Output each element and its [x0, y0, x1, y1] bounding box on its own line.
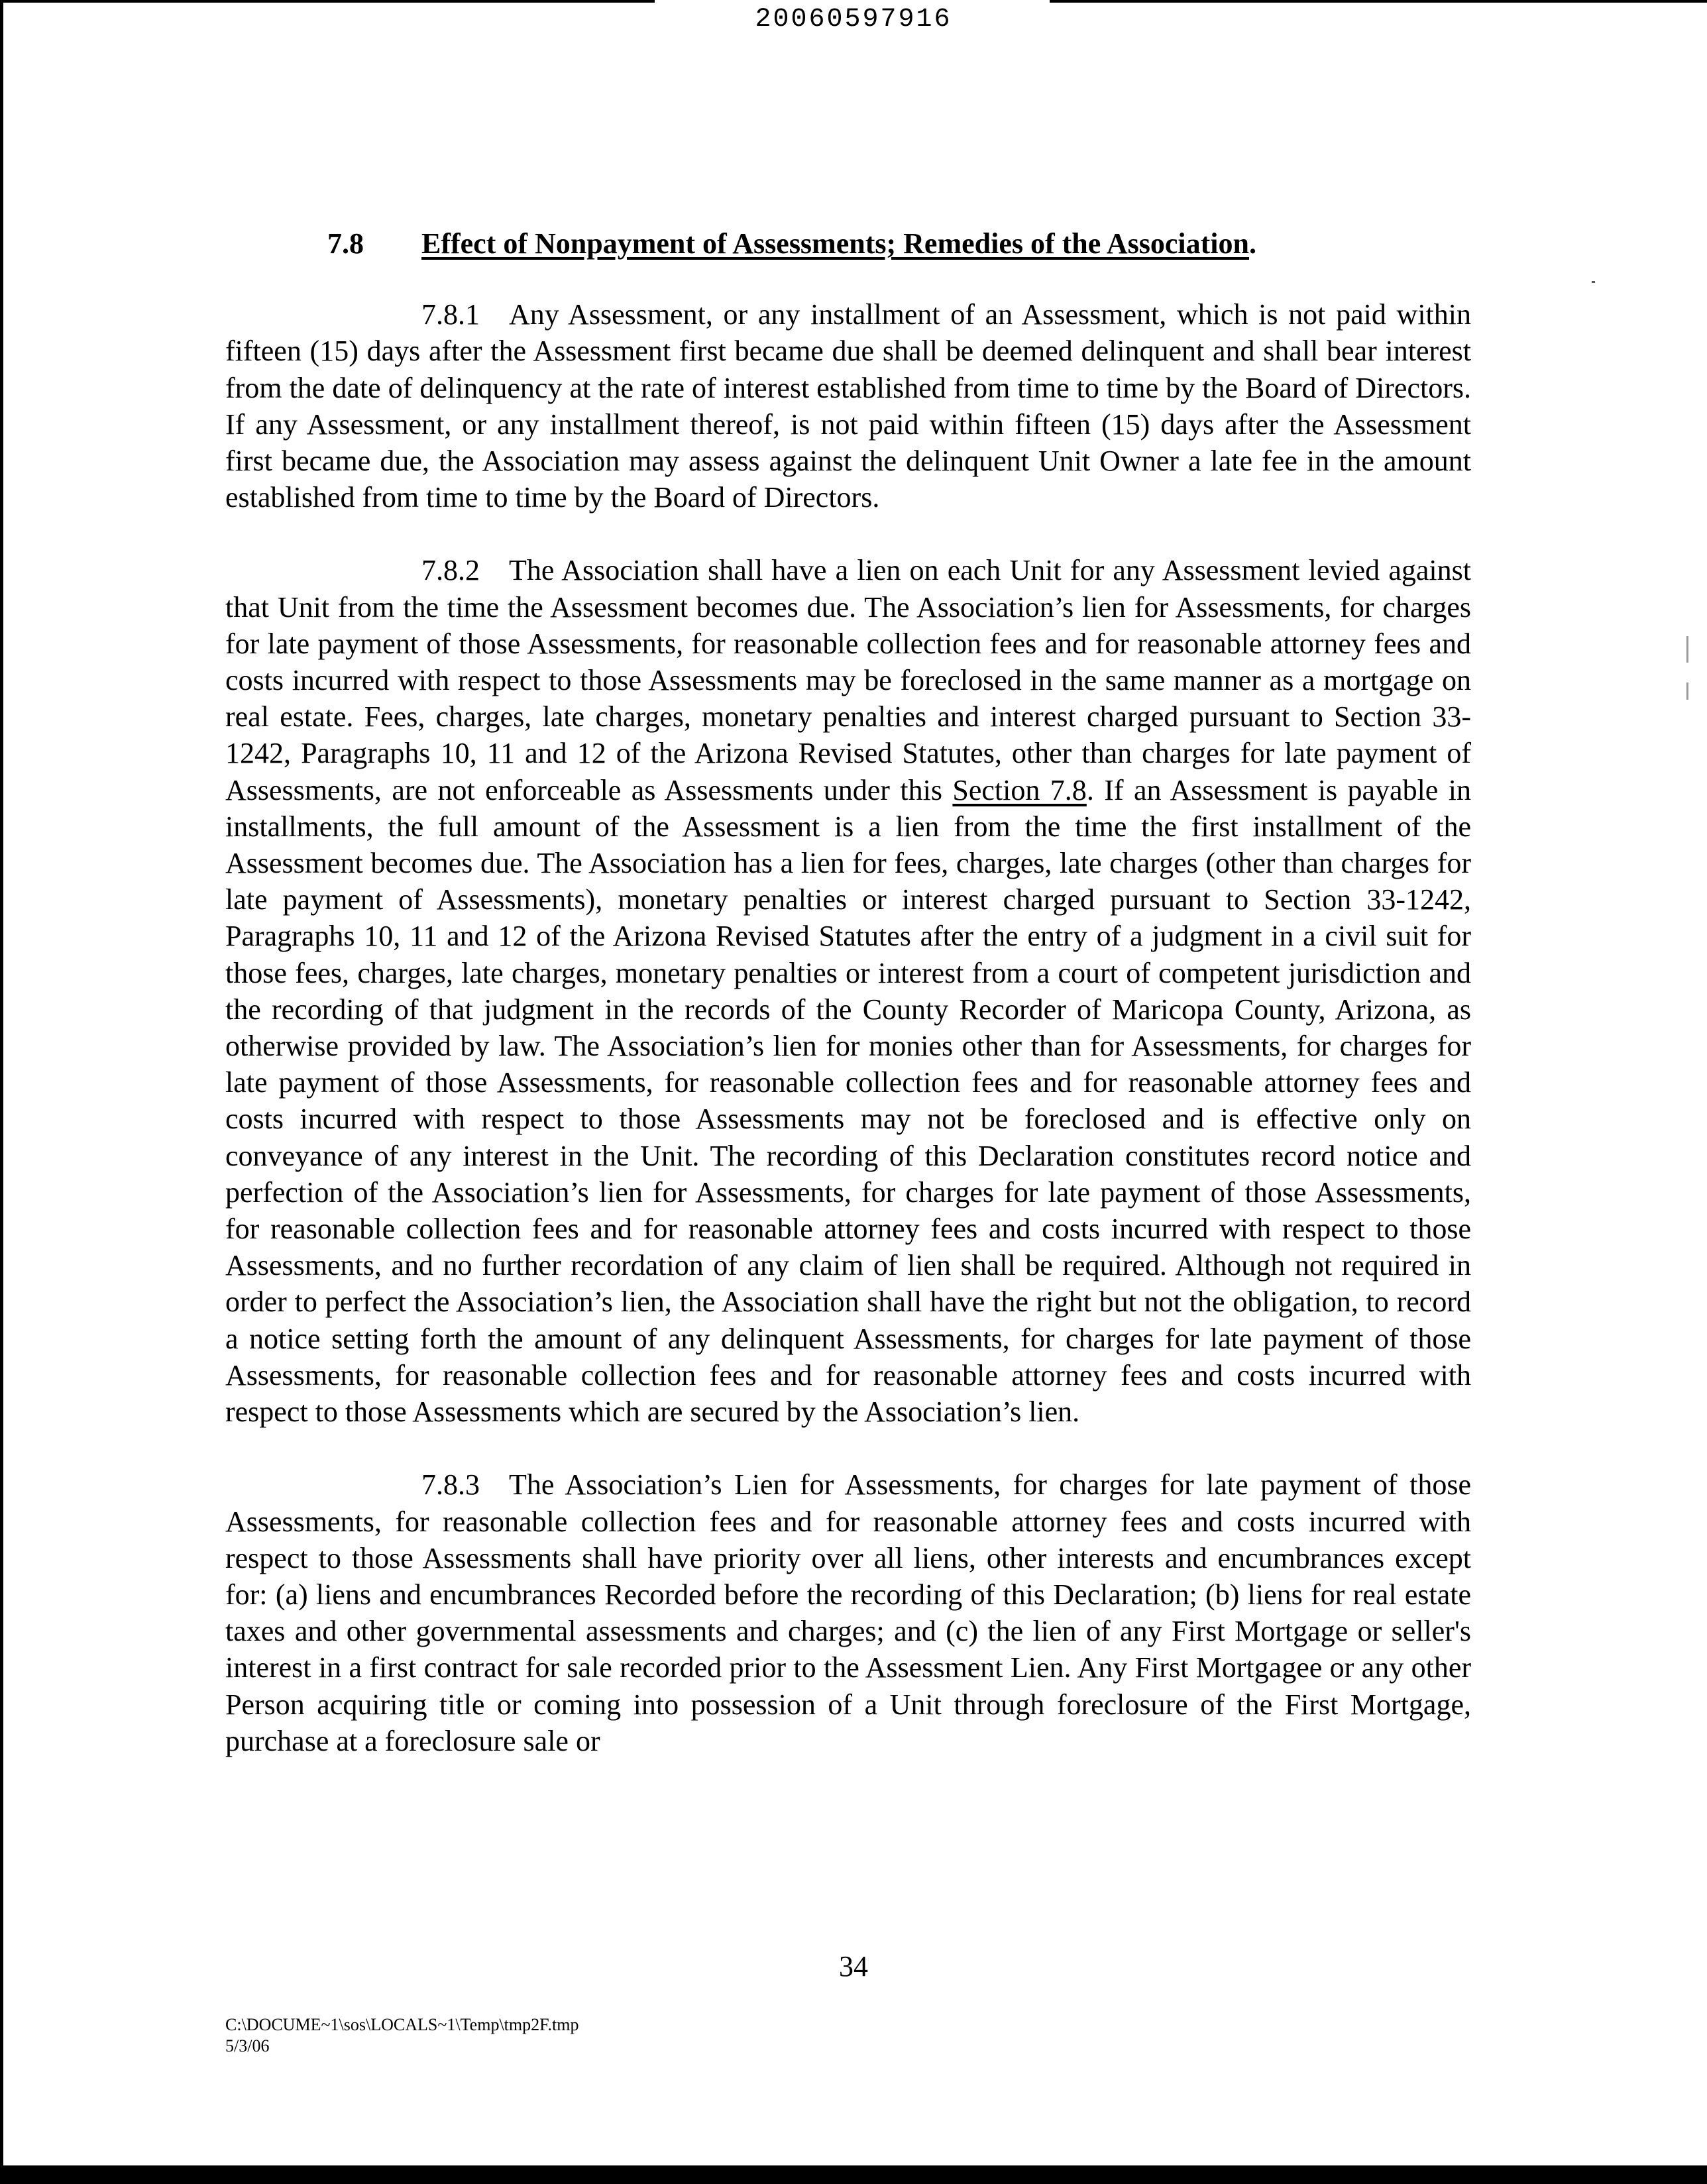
paragraph-text: The Association’s Lien for Assessments, for charges for late payment of those Assessments, for reasonable collection fees and for reasonable attorney fees and costs incurred with respect to those Assessments shall have priority over all liens, other interests and encumbrances except for: (a) liens and encumbrances Recorded before the recording of this Declaration; (b) liens for real estate taxes and other governmental assessments and charges; and (c) the lien of any First Mortgage or seller's interest in a first contract for sale recorded prior to the Assessment Lien. Any First Mortgagee or any other Person acquiring title or coming into possession of a Unit through foreclosure of the First Mortgage, purchase at a foreclosure sale or	[225, 1468, 1471, 1757]
paragraph-text: The Association shall have a lien on each Unit for any Assessment levied against that Unit from the time the Assessment becomes due. The Association’s lien for Assessments, for charges for late payment of those Assessments, for reasonable collection fees and for reasonable attorney fees and costs incurred with respect to those Assessments may be foreclosed in the same manner as a mortgage on real estate. Fees, charges, late charges, monetary penalties and interest charged pursuant to Section 33-1242, Paragraphs 10, 11 and 12 of the Arizona Revised Statutes, other than charges for late payment of Assessments, are not enforceable as Assessments under this	[225, 554, 1471, 806]
paragraph-7-8-1	[225, 296, 1471, 516]
document-body	[225, 225, 1471, 1796]
section-title: Effect of Nonpayment of Assessments; Remedies of the Association	[421, 227, 1249, 260]
footer	[225, 2014, 578, 2057]
document-number: 20060597916	[755, 5, 952, 34]
paragraph-number: 7.8.3	[421, 1468, 480, 1502]
section-heading	[327, 225, 1471, 262]
footer-date: 5/3/06	[225, 2036, 270, 2055]
paragraph-number: 7.8.2	[421, 554, 480, 587]
paragraph-7-8-3	[225, 1466, 1471, 1759]
page-number: 34	[839, 1950, 868, 1983]
scan-speck	[1686, 636, 1688, 663]
top-border-left	[0, 0, 655, 3]
top-border-right	[1050, 0, 1707, 3]
paragraph-text-continued: . If an Assessment is payable in installments, the full amount of the Assessment is a lien from the time the first installment of the Assessment becomes due. The Association has a lien for fees, charges, late charges (other than charges for late payment of Assessments), monetary penalties or interest charged pursuant to Section 33-1242, Paragraphs 10, 11 and 12 of the Arizona Revised Statutes after the entry of a judgment in a civil suit for those fees, charges, late charges, monetary penalties or interest from a court of competent jurisdiction and the recording of that judgment in the records of the County Recorder of Maricopa County, Arizona, as otherwise provided by law. The Association’s lien for monies other than for Assessments, for charges for late payment of those Assessments, for reasonable collection fees and for reasonable attorney fees and costs incurred with respect to those Assessments may not be foreclosed and is effective only on conveyance of any interest in the Unit. The recording of this Declaration constitutes record notice and perfection of the Association’s lien for Assessments, for charges for late payment of those Assessments, for reasonable collection fees and for reasonable attorney fees and costs incurred with respect to those Assessments, and no further recordation of any claim of lien shall be required. Although not required in order to perfect the Association’s lien, the Association shall have the right but not the obligation, to record a notice setting forth the amount of any delinquent Assessments, for charges for late payment of those Assessments, for reasonable collection fees and for reasonable attorney fees and costs incurred with respect to those Assessments which are secured by the Association’s lien.	[225, 773, 1471, 1429]
file-path: C:\DOCUME~1\sos\LOCALS~1\Temp\tmp2F.tmp	[225, 2015, 579, 2034]
section-title-period: .	[1248, 227, 1256, 260]
section-number: 7.8	[327, 227, 364, 260]
paragraph-number: 7.8.1	[421, 298, 480, 331]
scan-speck	[1592, 281, 1595, 283]
section-reference: Section 7.8	[952, 773, 1087, 806]
paragraph-7-8-2	[225, 552, 1471, 1430]
bottom-border	[0, 2165, 1707, 2184]
left-border	[0, 0, 3, 2184]
paragraph-text: Any Assessment, or any installment of an Assessment, which is not paid within fifteen (15) days after the Assessment first became due shall be deemed delinquent and shall bear interest from the date of delinquency at the rate of interest established from time to time by the Board of Directors. If any Assessment, or any installment thereof, is not paid within fifteen (15) days after the Assessment first became due, the Association may assess against the delinquent Unit Owner a late fee in the amount established from time to time by the Board of Directors.	[225, 298, 1471, 514]
scan-speck	[1686, 682, 1688, 700]
